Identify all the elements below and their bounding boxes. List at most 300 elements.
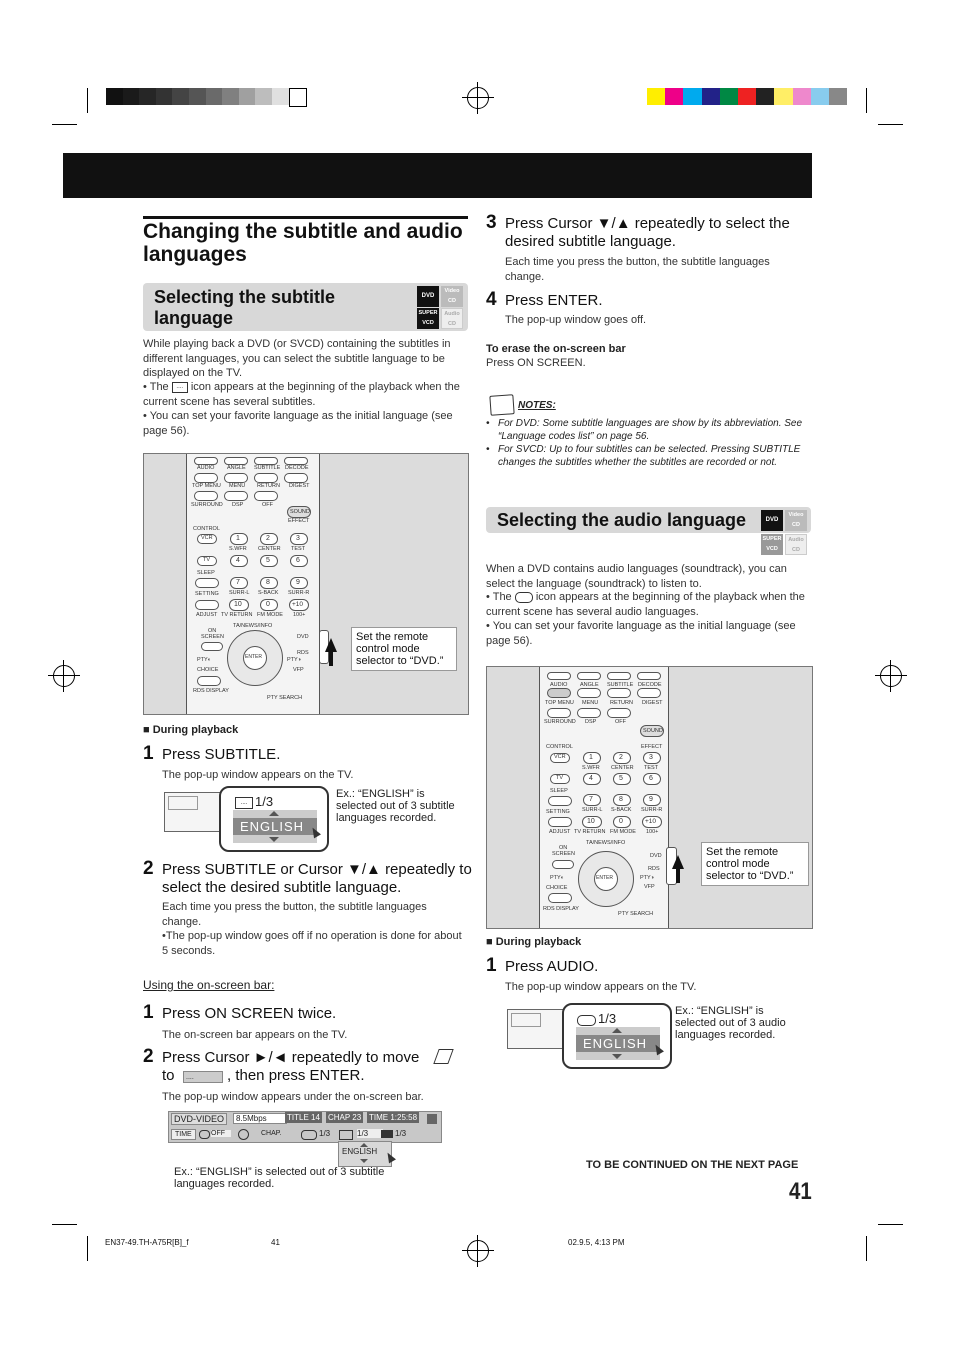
remote-label: RDS [297,650,309,656]
step-2-subtext-2: •The pop-up window goes off if no operation is done for about 5 seconds. [162,930,462,957]
remote-label: OFF [615,719,626,725]
remote-label: ADJUST [196,612,218,618]
key-10[interactable] [582,816,602,828]
remote-label: DIGEST [289,483,310,489]
up-arrow-icon [612,1028,622,1033]
return-button[interactable] [254,473,278,483]
remote-label: RDS DISPLAY [193,688,229,694]
bar-subtitle-count[interactable]: 1/3 [357,1129,383,1138]
color-swatch [222,88,239,105]
footer-timestamp: 02.9.5, 4:13 PM [568,1238,625,1247]
off-button[interactable] [254,491,278,501]
color-swatch [647,88,665,105]
onscreen-bar [168,1111,442,1143]
remote-label: TA/NEWS/INFO [586,840,626,846]
remote-label: ON [208,628,217,634]
subtitle-intro: While playing back a DVD (or SVCD) containing the subtitles in different languages, you can select the subtitle language to be displayed on the TV. [143,338,451,379]
key-label: +10 [645,818,657,825]
trim-mark [878,124,903,125]
remote-label: S.WFR [229,546,247,552]
trim-mark [52,124,77,125]
decode-button[interactable] [284,457,308,465]
audio-button[interactable] [194,457,218,465]
dsp-button[interactable] [224,491,248,501]
remote-label: VCR [554,754,566,760]
remote-label: SURR-L [229,590,250,596]
remote-label: DSP [232,502,244,508]
on-screen-button[interactable] [201,642,223,651]
registration-mark-bottom [467,1240,489,1262]
remote-label: MENU [229,483,246,489]
remote-label: TEST [644,765,659,771]
onscreen-step-1-text: Press ON SCREEN twice. [162,1005,337,1022]
key-1[interactable] [230,533,248,545]
tv-screen-thumbnail [164,792,222,832]
key-label: 10 [234,601,242,608]
timer-icon [238,1129,249,1140]
header-bar [63,153,812,198]
key-2[interactable] [260,533,278,545]
remote-label: S.WFR [582,765,600,771]
key-label: 2 [619,754,623,761]
trim-mark [866,1236,867,1261]
surround-button[interactable] [194,491,218,501]
key-10[interactable] [229,599,249,611]
page-number: 41 [789,1178,812,1205]
remote-label: DSP [585,719,597,725]
key-0[interactable] [260,599,278,611]
svcd-badge: SUPER VCD [417,308,439,329]
key-label: 6 [649,775,653,782]
bar-language: ENGLISH [342,1147,378,1156]
onscreen-step-1-subtext: The on-screen bar appears on the TV. [162,1029,348,1041]
audio-icon [515,592,533,603]
dvd-badge: DVD [761,510,783,531]
mode-selector-callout: Set the remote control mode selector to “DVD.” [701,842,809,886]
key-5[interactable] [260,555,278,567]
return-button[interactable] [607,688,631,698]
top-menu-button[interactable] [547,688,571,698]
setting-button[interactable] [548,817,572,827]
notes-icon [489,394,514,416]
bullet-text: icon appears at the beginning of the playback when the current scene has several subtitles. [143,381,460,408]
key-7[interactable] [583,794,601,806]
remote-label: EFFECT [641,744,663,750]
remote-label: TV RETURN [221,612,253,618]
up-arrow-icon [269,811,279,816]
remote-label: FM MODE [257,612,283,618]
step-2-text: Press SUBTITLE or Cursor ▼/▲ repeatedly to select the desired subtitle language. [162,861,472,896]
color-swatch [756,88,774,105]
key-label: 9 [296,579,300,586]
subtitle-icon: .... [172,382,188,393]
angle-button[interactable] [224,457,248,465]
sleep-button[interactable] [548,796,572,806]
remote-label: DECODE [285,465,309,471]
remote-label: CHOICE [197,667,219,673]
color-swatch [172,88,189,105]
remote-label: SLEEP [550,788,568,794]
note-1: • For DVD: Some subtitle languages are show by its abbreviation. See “Language codes list” on page 56. [486,417,812,443]
remote-label: 100+ [646,829,659,835]
audio-step-1-subtext: The pop-up window appears on the TV. [505,981,697,993]
remote-label: TV [556,775,564,781]
subtitle-button[interactable] [254,457,278,465]
popup-language: ENGLISH [576,1035,660,1052]
remote-label: AUDIO [550,682,568,688]
color-swatch-strip-left [106,88,306,105]
color-swatch [829,88,847,105]
popup-language: ENGLISH [233,818,317,835]
remote-label: TOP MENU [545,700,574,706]
remote-label: SCREEN [552,851,575,857]
key-8[interactable] [613,794,631,806]
color-swatch-strip-right [647,88,847,105]
audio-bullet-1: • The icon appears at the beginning of the playback when the current scene has several audio languages. [486,591,805,618]
subtitle-icon: .... [235,797,253,809]
step-4-number: 4 [486,289,497,310]
key-5[interactable] [613,773,631,785]
color-swatch [156,88,173,105]
subtitle-icon [339,1130,353,1140]
color-swatch [289,88,308,107]
remote-label: DECODE [638,682,662,688]
key-label: 2 [266,535,270,542]
key-label: 0 [619,818,623,825]
menu-button[interactable] [224,473,248,483]
color-swatch [239,88,256,105]
color-swatch [206,88,223,105]
key-label: 4 [236,557,240,564]
key-9[interactable] [643,794,661,806]
repeat-icon [199,1130,210,1139]
notes-heading: NOTES: [518,400,556,411]
remote-label: MENU [582,700,599,706]
remote-label: RETURN [257,483,280,489]
step-4-subtext: The pop-up window goes off. [505,314,647,326]
audio-icon [301,1130,317,1140]
pointer-arrow-stem [329,650,333,666]
color-swatch [774,88,792,105]
key-label: 1 [589,754,593,761]
remote-label: 100+ [293,612,306,618]
remote-label: VCR [201,535,213,541]
bullet-text: The [492,591,512,603]
dvd-badge: DVD [417,286,439,307]
audio-step-1-text: Press AUDIO. [505,958,599,975]
remote-illustration-audio [486,666,813,929]
down-arrow-icon [360,1159,368,1163]
bullet-text: The [149,381,169,393]
remote-label: SURR-L [582,807,603,813]
remote-label: CENTER [611,765,634,771]
key-4[interactable] [583,773,601,785]
onscreen-step-1-number: 1 [143,1002,154,1023]
remote-label: TOP MENU [192,483,221,489]
off-button[interactable] [607,708,631,718]
remote-label: SURROUND [191,502,223,508]
remote-body [539,667,669,929]
color-swatch [189,88,206,105]
during-playback-label: ■ During playback [143,724,239,736]
color-swatch [702,88,720,105]
menu-button[interactable] [577,688,601,698]
bar-rate: 8.5Mbps [233,1113,287,1124]
color-swatch [139,88,156,105]
remote-label: FM MODE [610,829,636,835]
color-swatch [106,88,123,105]
on-screen-button[interactable] [552,860,574,869]
erase-heading: To erase the on-screen bar [486,343,626,355]
onscreen-bar-heading: Using the on-screen bar: [143,978,275,992]
key-6[interactable] [643,773,661,785]
footer-filename: EN37-49.TH-A75R[B]_f [105,1238,189,1247]
remote-label: PTY◑ [640,875,655,881]
color-swatch [272,88,289,105]
remote-label: DVD [650,853,662,859]
remote-label: TEST [291,546,306,552]
audio-popup-example: Ex.: “ENGLISH” is selected out of 3 audio languages recorded. [675,1005,786,1041]
erase-body: Press ON SCREEN. [486,357,586,369]
onscreen-step-2-text-a: Press Cursor ►/◄ repeatedly to move [162,1049,420,1066]
remote-label: S-BACK [258,590,279,596]
bar-time-button[interactable]: TIME [171,1129,196,1140]
angle-button[interactable] [577,672,601,680]
bar-time: TIME 1:25:58 [369,1113,418,1122]
surround-button[interactable] [547,708,571,718]
continued-label: TO BE CONTINUED ON THE NEXT PAGE [586,1159,799,1171]
note-2: • For SVCD: Up to four subtitles can be selected. Pressing SUBTITLE changes the subtitles whether the subtitles are recorded or not. [486,443,812,469]
digest-button[interactable] [284,473,308,483]
step-3-subtext: Each time you press the button, the subtitle languages change. [505,256,770,283]
onscreen-step-2-text-c: , then press ENTER. [227,1067,365,1084]
remote-label: SETTING [195,591,219,597]
remote-label: CONTROL [546,744,573,750]
key-label: 7 [589,796,593,803]
subtitle-icon: .... [183,1071,223,1083]
key-6[interactable] [290,555,308,567]
bar-off[interactable]: OFF [211,1130,231,1137]
remote-label: PTY◐ [197,657,212,663]
remote-label: SOUND [643,728,663,734]
key-label: 3 [649,754,653,761]
registration-mark-right [880,665,902,687]
remote-label: SLEEP [197,570,215,576]
step-3-text: Press Cursor ▼/▲ repeatedly to select the desired subtitle language. [505,215,790,250]
remote-label: OFF [262,502,273,508]
color-swatch [738,88,756,105]
choice-button[interactable] [197,676,221,686]
choice-button[interactable] [548,893,572,903]
key-4[interactable] [230,555,248,567]
step-2-number: 2 [143,858,154,879]
color-swatch [123,88,140,105]
step-2-subtext-1: Each time you press the button, the subtitle languages change. [162,901,427,928]
key-plus10[interactable] [289,599,309,611]
section-header-audio [486,507,811,533]
remote-label: SURR-R [288,590,310,596]
section-header-subtitle [143,283,468,331]
audio-cd-badge: Audio CD [441,308,463,329]
remote-label: EFFECT [288,518,310,524]
bar-chap-button[interactable]: CHAP. [261,1130,282,1137]
dsp-button[interactable] [577,708,601,718]
subtitle-button[interactable] [607,672,631,680]
video-cd-badge: Video CD [441,286,463,307]
section-title-line2: language [154,308,234,328]
key-label: 8 [266,579,270,586]
remote-label: SURROUND [544,719,576,725]
remote-label: ENTER [245,654,262,660]
audio-button[interactable] [547,672,571,680]
remote-label: PTY◐ [550,875,565,881]
remote-label: DVD [297,634,309,640]
remote-label: ENTER [596,875,613,881]
remote-label: RETURN [610,700,633,706]
registration-mark-left [53,665,75,687]
bar-chap: CHAP 23 [328,1113,362,1122]
key-label: 9 [649,796,653,803]
bullet-text: icon appears at the beginning of the playback when the current scene has several audio languages. [486,591,805,618]
remote-label: ON [559,845,568,851]
remote-label: ANGLE [580,682,599,688]
trim-mark [87,88,88,113]
remote-label: TV RETURN [574,829,606,835]
key-7[interactable] [230,577,248,589]
note-text: For DVD: Some subtitle languages are show by its abbreviation. See “Language codes list” on page 56. [498,418,803,442]
key-label: 5 [619,775,623,782]
trim-mark [52,1224,77,1225]
onscreen-step-2-subtext: The pop-up window appears under the on-screen bar. [162,1091,424,1103]
registration-mark-top [467,87,489,109]
svcd-badge: SUPER VCD [761,534,783,555]
key-2[interactable] [613,752,631,764]
remote-label: VFP [293,667,304,673]
remote-label: PTY SEARCH [618,911,654,917]
color-swatch [683,88,701,105]
audio-cd-badge: Audio CD [785,534,807,555]
remote-label: SUBTITLE [607,682,634,688]
section-title: Selecting the audio language [497,510,747,530]
setting-button[interactable] [195,600,219,610]
color-swatch [665,88,683,105]
step-1-text: Press SUBTITLE. [162,746,281,763]
audio-step-1-number: 1 [486,955,497,976]
bar-angle-count[interactable]: 1/3 [395,1129,407,1138]
video-cd-badge: Video CD [785,510,807,531]
remote-label: TV [203,557,211,563]
remote-label: SOUND [290,509,310,515]
mode-selector-callout: Set the remote control mode selector to “DVD.” [351,627,457,671]
audio-popup-window [562,1003,672,1069]
note-text: For SVCD: Up to four subtitles can be selected. Pressing SUBTITLE changes the subtitles whether the subtitles are recorded or not. [498,444,801,468]
remote-label: TA/NEWS/INFO [233,623,273,629]
color-swatch [811,88,829,105]
color-swatch [720,88,738,105]
subtitle-popup-window [219,786,329,852]
remote-label: SCREEN [201,634,224,640]
remote-label: SUBTITLE [254,465,281,471]
remote-label: PTY SEARCH [267,695,303,701]
key-label: +10 [292,601,304,608]
key-label: 4 [589,775,593,782]
remote-body [186,454,320,715]
remote-label: ANGLE [227,465,246,471]
sleep-button[interactable] [195,578,219,588]
digest-button[interactable] [637,688,661,698]
remote-label: VFP [644,884,655,890]
remote-illustration-subtitle [143,453,469,715]
key-3[interactable] [643,752,661,764]
angle-icon [381,1130,393,1138]
bar-title: TITLE 14 [287,1113,320,1122]
onscreen-step-2-number: 2 [143,1046,154,1067]
key-0[interactable] [613,816,631,828]
title-rule [143,216,468,219]
down-arrow-icon [269,837,279,842]
key-9[interactable] [290,577,308,589]
popup-count: 1/3 [255,794,274,809]
footer-page: 41 [271,1238,280,1247]
during-playback-label: ■ During playback [486,936,582,948]
page-title: Changing the subtitle and audio languages [143,220,463,266]
audio-bullet-2: • You can set your favorite language as the initial language (see page 56). [486,620,796,647]
remote-label: ADJUST [549,829,571,835]
step-1-subtext: The pop-up window appears on the TV. [162,769,354,781]
down-arrow-icon [612,1054,622,1059]
decode-button[interactable] [637,672,661,680]
key-label: 0 [266,601,270,608]
color-swatch [255,88,272,105]
trim-mark [866,88,867,113]
step-3-number: 3 [486,212,497,233]
remote-label: CONTROL [193,526,220,532]
popup-count: 1/3 [598,1011,617,1026]
remote-label: RDS [648,866,660,872]
key-plus10[interactable] [642,816,662,828]
key-8[interactable] [260,577,278,589]
section-title-line1: Selecting the subtitle [154,287,336,307]
key-label: 10 [587,818,595,825]
remote-label: SURR-R [641,807,663,813]
key-1[interactable] [583,752,601,764]
play-icon [427,1114,437,1124]
audio-intro: When a DVD contains audio languages (soundtrack), you can select the language (soundtrack) to listen to. [486,563,787,590]
remote-label: S-BACK [611,807,632,813]
remote-label: SETTING [546,809,570,815]
remote-label: DIGEST [642,700,663,706]
popup-example: Ex.: “ENGLISH” is selected out of 3 subtitle languages recorded. [336,788,455,824]
step-1-number: 1 [143,743,154,764]
key-label: 6 [296,557,300,564]
trim-mark [87,1236,88,1261]
key-3[interactable] [290,533,308,545]
key-label: 7 [236,579,240,586]
bar-example: Ex.: “ENGLISH” is selected out of 3 subtitle languages recorded. [174,1166,385,1190]
key-label: 8 [619,796,623,803]
remote-label: CHOICE [546,885,568,891]
tv-screen-thumbnail [507,1009,565,1049]
onscreen-step-2-text-b: to [162,1067,175,1084]
remote-label: AUDIO [197,465,215,471]
subtitle-bullet-1: • The .... icon appears at the beginning of the playback when the current scene has several subtitles. [143,381,460,408]
color-swatch [793,88,811,105]
key-label: 1 [236,535,240,542]
remote-label: CENTER [258,546,281,552]
pointer-arrow-stem [676,867,680,883]
bar-audio-count[interactable]: 1/3 [319,1129,331,1138]
top-menu-button[interactable] [194,473,218,483]
